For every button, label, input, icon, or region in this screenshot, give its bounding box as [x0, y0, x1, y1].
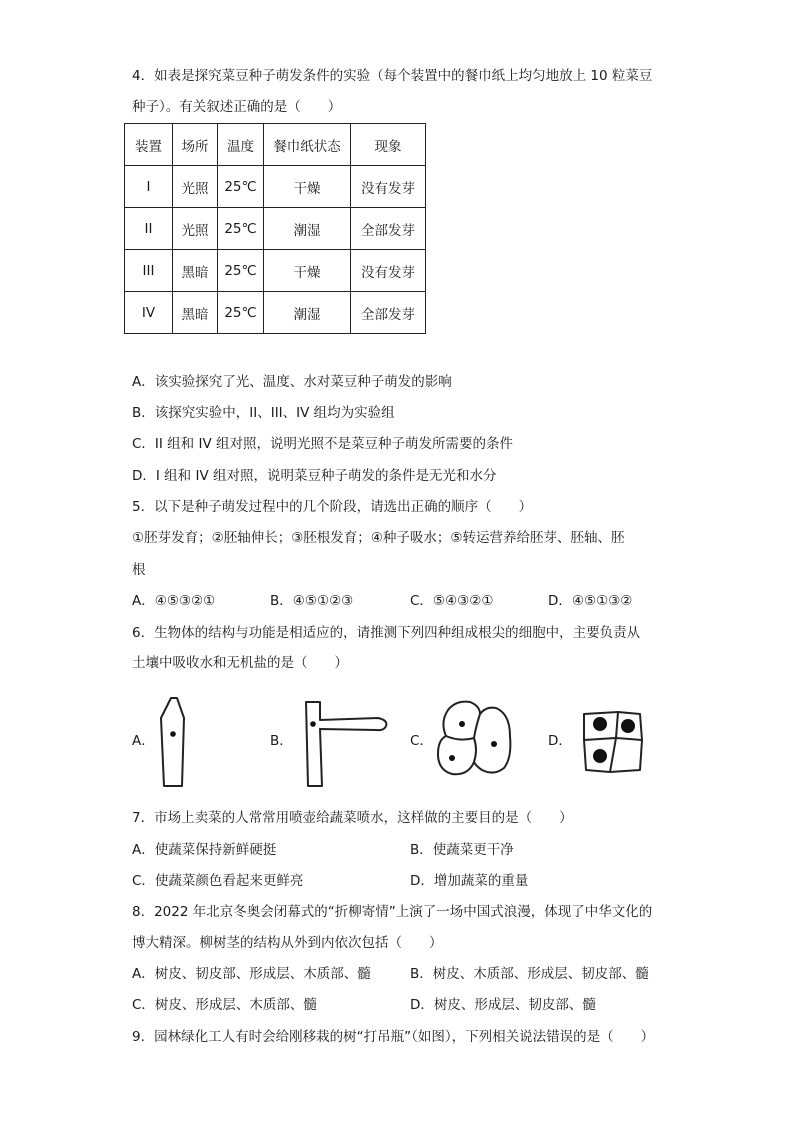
q6-label-c: C． [410, 733, 433, 749]
table-cell: 干燥 [264, 166, 351, 208]
q5-option-d: D．④⑤①③② [548, 593, 633, 609]
table-header-row [125, 124, 426, 166]
experiment-table [124, 123, 426, 334]
table-cell: 没有发芽 [351, 166, 426, 208]
q4-option-b: B．该探究实验中，II、III、IV 组均为实验组 [132, 405, 395, 421]
q8-option-a: A．树皮、韧皮部、形成层、木质部、髓 [132, 966, 371, 982]
table-cell: 25℃ [218, 208, 264, 250]
q7-option-d: D．增加蔬菜的重量 [410, 873, 529, 889]
q5-items-line1: ①胚芽发育；②胚轴伸长；③胚根发育；④种子吸水；⑤转运营养给胚芽、胚轴、胚 [132, 530, 625, 546]
q5-stem: 5．以下是种子萌发过程中的几个阶段，请选出正确的顺序（ ） [132, 499, 533, 515]
q7-stem: 7．市场上卖菜的人常常用喷壶给蔬菜喷水，这样做的主要目的是（ ） [132, 810, 573, 826]
table-header-cell: 温度 [218, 124, 264, 166]
rounded-cells-figure [434, 696, 518, 780]
meristem-cells-figure [580, 710, 644, 774]
q8-stem-line1: 8．2022 年北京冬奥会闭幕式的“折柳寄情”上演了一场中国式浪漫，体现了中华文化的 [132, 904, 653, 920]
table-cell: 25℃ [218, 250, 264, 292]
q4-option-c: C．II 组和 IV 组对照，说明光照不是菜豆种子萌发所需要的条件 [132, 436, 513, 452]
table-cell: 黑暗 [173, 292, 218, 334]
table-cell: 潮湿 [264, 292, 351, 334]
table-header-cell: 餐巾纸状态 [264, 124, 351, 166]
table-cell: 25℃ [218, 166, 264, 208]
table-row [125, 208, 426, 250]
table-row [125, 250, 426, 292]
table-cell: 黑暗 [173, 250, 218, 292]
table-row [125, 292, 426, 334]
q5-items-line2: 根 [132, 562, 146, 578]
q6-label-b: B． [270, 733, 293, 749]
q6-label-d: D． [548, 733, 572, 749]
q7-option-a: A．使蔬菜保持新鲜硬挺 [132, 842, 277, 858]
table-header-cell: 现象 [351, 124, 426, 166]
root-hair-cell-figure [298, 698, 390, 790]
table-cell: 潮湿 [264, 208, 351, 250]
table-row [125, 166, 426, 208]
table-header-cell: 场所 [173, 124, 218, 166]
q5-option-b: B．④⑤①②③ [270, 593, 354, 609]
table-cell: 全部发芽 [351, 292, 426, 334]
table-cell: 25℃ [218, 292, 264, 334]
table-cell: 干燥 [264, 250, 351, 292]
q6-label-a: A． [132, 733, 155, 749]
table-cell: III [125, 250, 173, 292]
q4-option-a: A．该实验探究了光、温度、水对菜豆种子萌发的影响 [132, 374, 452, 390]
q8-option-d: D．树皮、形成层、韧皮部、髓 [410, 997, 596, 1013]
elongated-cell-figure [158, 696, 188, 790]
q7-option-c: C．使蔬菜颜色看起来更鲜亮 [132, 873, 304, 889]
q4-option-d: D．I 组和 IV 组对照，说明菜豆种子萌发的条件是无光和水分 [132, 468, 497, 484]
q9-stem: 9．园林绿化工人有时会给刚移栽的树“打吊瓶”（如图），下列相关说法错误的是（ ） [132, 1029, 655, 1045]
table-cell: IV [125, 292, 173, 334]
q8-option-c: C．树皮、形成层、木质部、髓 [132, 997, 317, 1013]
q8-stem-line2: 博大精深。柳树茎的结构从外到内依次包括（ ） [132, 935, 443, 951]
table-cell: II [125, 208, 173, 250]
q5-option-c: C．⑤④③②① [410, 593, 494, 609]
table-cell: 全部发芽 [351, 208, 426, 250]
q5-option-a: A．④⑤③②① [132, 593, 216, 609]
q6-stem-line1: 6．生物体的结构与功能是相适应的，请推测下列四种组成根尖的细胞中，主要负责从 [132, 625, 641, 641]
table-header-cell: 装置 [125, 124, 173, 166]
table-cell: 没有发芽 [351, 250, 426, 292]
table-cell: I [125, 166, 173, 208]
table-cell: 光照 [173, 166, 218, 208]
q4-stem-line1: 4．如表是探究菜豆种子萌发条件的实验（每个装置中的餐巾纸上均匀地放上 10 粒菜豆 [132, 68, 653, 84]
q8-option-b: B．树皮、木质部、形成层、韧皮部、髓 [410, 966, 649, 982]
q7-option-b: B．使蔬菜更干净 [410, 842, 514, 858]
table-cell: 光照 [173, 208, 218, 250]
q6-stem-line2: 土壤中吸收水和无机盐的是（ ） [132, 655, 348, 671]
q4-stem-line2: 种子）。有关叙述正确的是（ ） [132, 99, 342, 115]
